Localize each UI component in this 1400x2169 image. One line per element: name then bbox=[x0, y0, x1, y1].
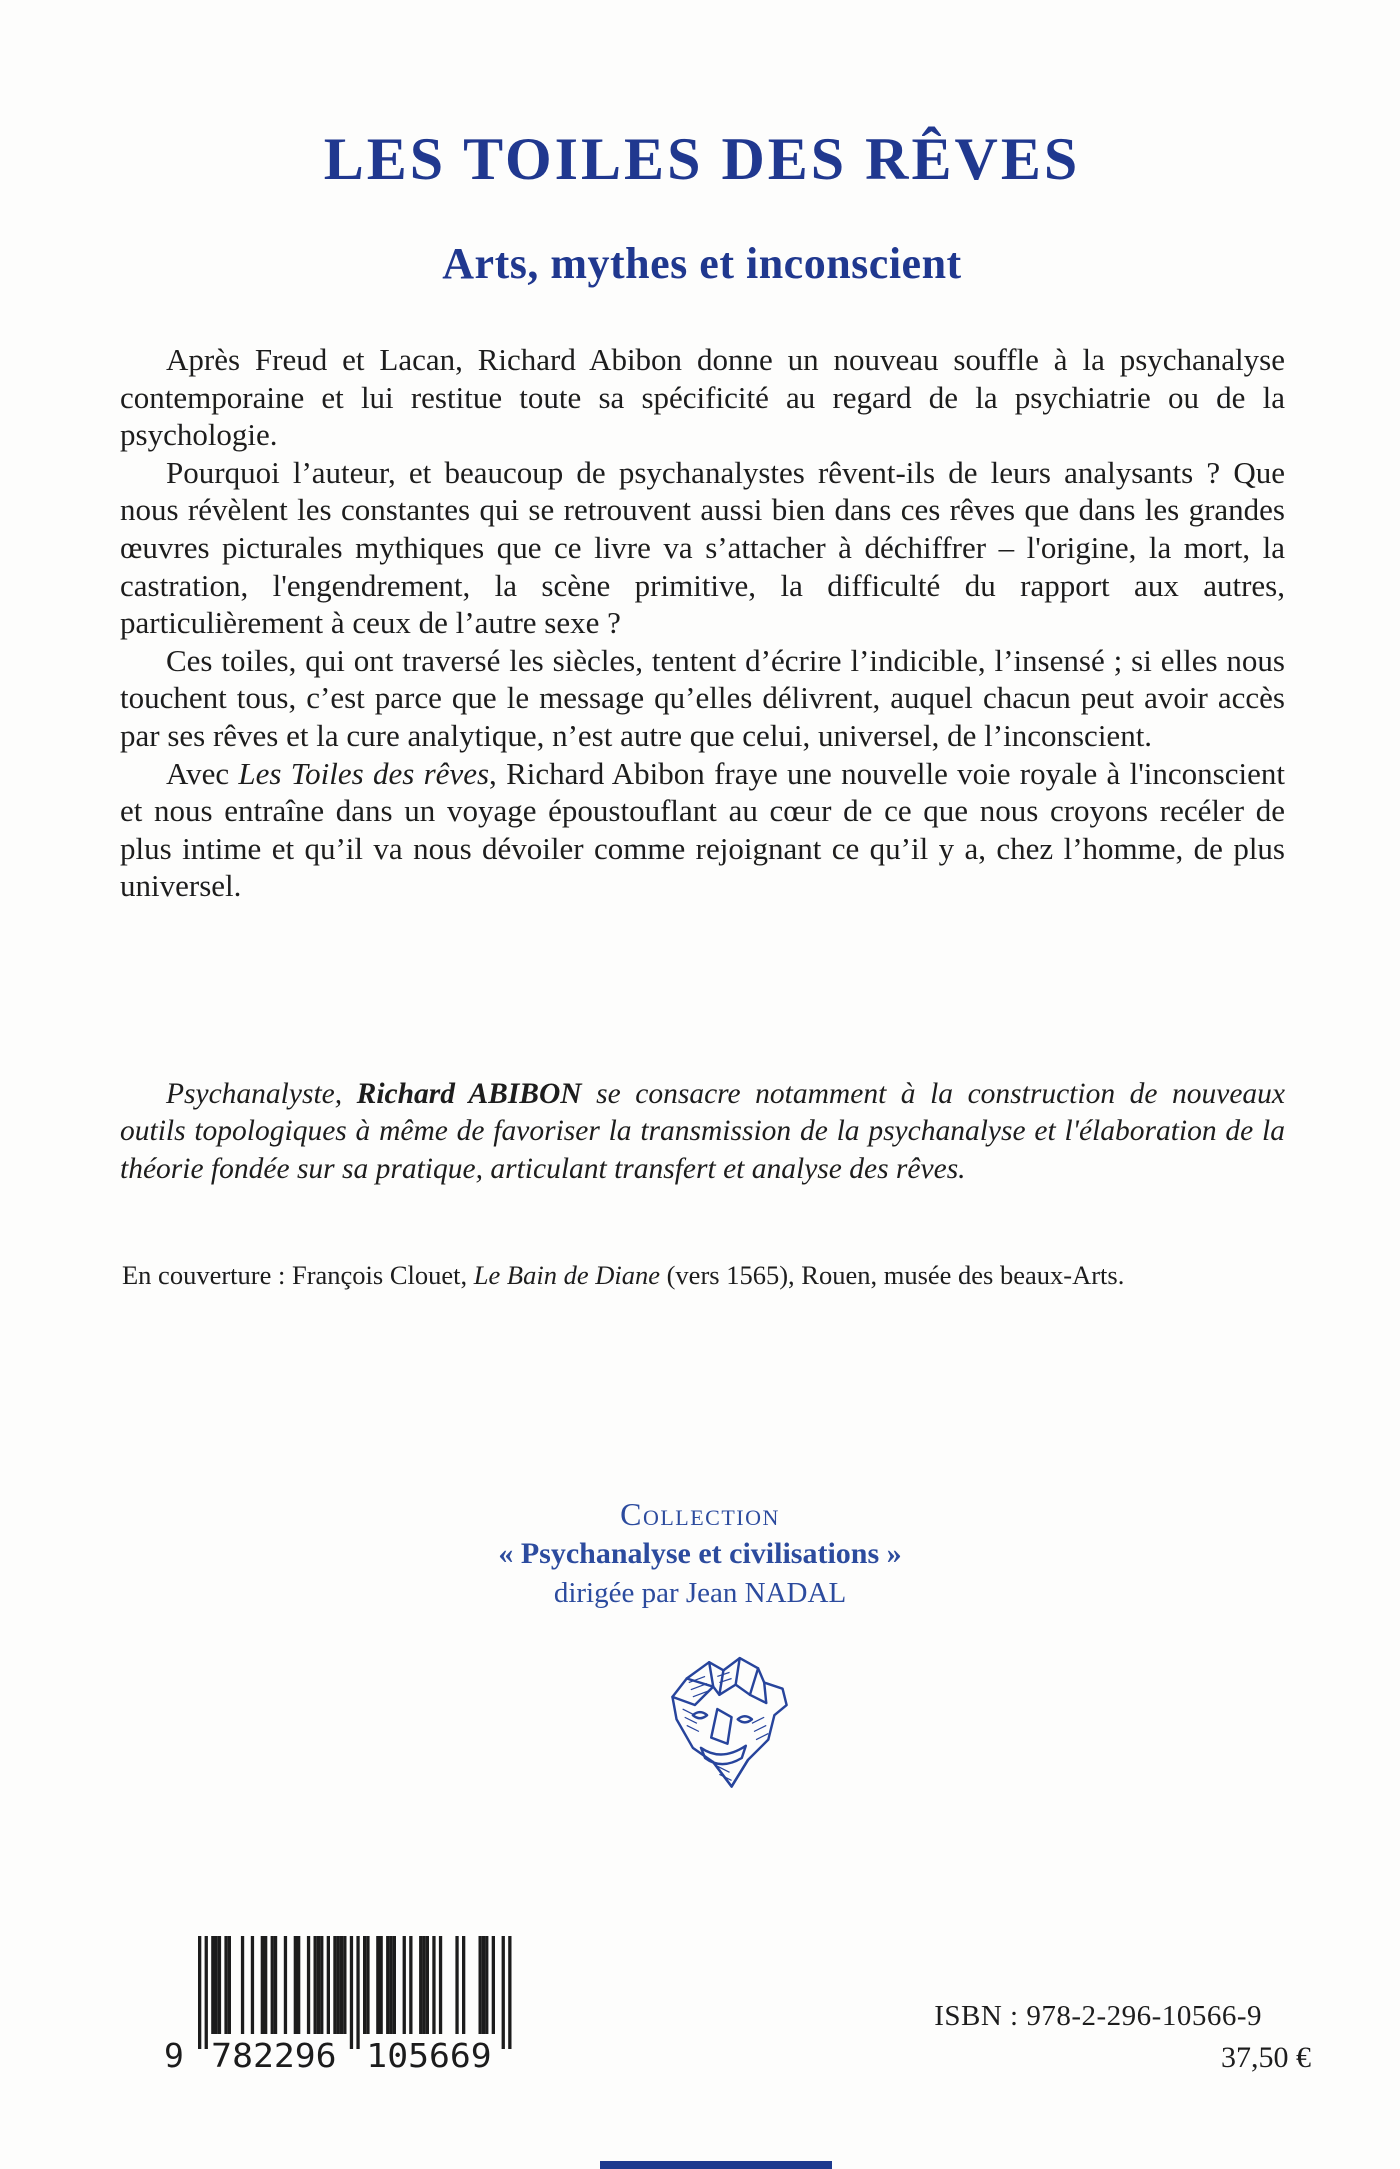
barcode-bar bbox=[337, 1936, 340, 2034]
book-title: LES TOILES DES RÊVES bbox=[323, 126, 1081, 192]
barcode-bar bbox=[340, 1936, 343, 2034]
barcode-bar bbox=[389, 1936, 392, 2034]
price-text: 37,50 € bbox=[1221, 2041, 1311, 2074]
barcode-bar bbox=[363, 1936, 366, 2034]
barcode-bar bbox=[376, 1936, 379, 2034]
barcode-bar bbox=[422, 1936, 425, 2034]
text-segment: En couverture : François Clouet, bbox=[122, 1260, 474, 1290]
isbn-text: ISBN : 978-2-296-10566-9 bbox=[934, 2000, 1262, 2032]
barcode-digits-left: 782296 bbox=[211, 2036, 337, 2075]
collection-name: « Psychanalyse et civilisations » bbox=[498, 1537, 902, 1570]
barcode-bar bbox=[343, 1936, 346, 2034]
barcode-bar bbox=[508, 1936, 511, 2049]
barcode-bar bbox=[205, 1936, 208, 2049]
barcode-digits-right: 105669 bbox=[366, 2036, 492, 2075]
author-bio bbox=[120, 1076, 1285, 1189]
barcode-bar bbox=[218, 1936, 221, 2034]
barcode-bar bbox=[403, 1936, 406, 2034]
synopsis-paragraph bbox=[120, 642, 1285, 755]
barcode-bar bbox=[215, 1936, 218, 2034]
barcode-bar bbox=[350, 1936, 353, 2049]
synopsis-paragraph bbox=[120, 341, 1285, 454]
barcode-bar bbox=[482, 1936, 485, 2034]
barcode-bar bbox=[224, 1936, 227, 2034]
barcode-bar bbox=[297, 1936, 300, 2034]
text-segment: Pourquoi l’auteur, et beaucoup de psychanalystes rêvent-ils de leurs analysants ? Que nous révèlent les constantes qui se retrouvent aussi bien dans ces rêves que dans les grandes œuvres picturales mythiques que ce livre va s’attacher à déchiffrer – l'origine, la mort, la castration, l'engendrement, la scène primitive, la difficulté du rapport aux autres, particulièrement à ceux de l’autre sexe ? bbox=[120, 454, 1285, 641]
synopsis-paragraph bbox=[120, 755, 1285, 905]
barcode bbox=[150, 1936, 530, 2076]
text-segment: Avec bbox=[166, 755, 239, 791]
synopsis-paragraph bbox=[120, 454, 1285, 642]
barcode-bar bbox=[409, 1936, 412, 2034]
collection-block bbox=[0, 1494, 1400, 1612]
barcode-bar bbox=[393, 1936, 396, 2034]
barcode-bar bbox=[241, 1936, 244, 2034]
barcode-bar bbox=[426, 1936, 429, 2034]
barcode-bar bbox=[251, 1936, 254, 2034]
text-segment: Après Freud et Lacan, Richard Abibon donne un nouveau souffle à la psychanalyse contemporaine et lui restitue toute sa spécificité au regard de la psychiatrie ou de la psychologie. bbox=[120, 342, 1285, 453]
barcode-digit-first: 9 bbox=[164, 2036, 184, 2075]
barcode-bar bbox=[366, 1936, 369, 2034]
barcode-bar bbox=[333, 1936, 336, 2034]
barcode-bar bbox=[479, 1936, 482, 2034]
text-segment: Psychanalyste, bbox=[166, 1077, 357, 1110]
text-segment: , Richard Abibon fraye une nouvelle voie royale à l'inconscient et nous entraîne dans un voyage époustouflant au cœur de ce que nous croyons recéler de plus intime et qu’il va nous dévoiler comme rejoignant ce qu’il y a, chez l’homme, de plus universel. bbox=[120, 755, 1285, 904]
barcode-bar bbox=[502, 1936, 505, 2049]
book-subtitle: Arts, mythes et inconscient bbox=[442, 239, 962, 288]
barcode-bar bbox=[228, 1936, 231, 2034]
barcode-bar bbox=[380, 1936, 383, 2034]
barcode-bar bbox=[198, 1936, 201, 2049]
barcode-bar bbox=[439, 1936, 442, 2034]
text-segment: Les Toiles des rêves bbox=[238, 755, 490, 791]
barcode-bar bbox=[211, 1936, 214, 2034]
barcode-bar bbox=[485, 1936, 488, 2034]
collection-director: dirigée par Jean NADAL bbox=[553, 1576, 847, 1609]
barcode-bar bbox=[327, 1936, 330, 2034]
cover-credit bbox=[122, 1260, 1302, 1292]
barcode-bar bbox=[307, 1936, 310, 2034]
barcode-bar bbox=[314, 1936, 317, 2034]
barcode-bar bbox=[261, 1936, 264, 2034]
text-segment: Ces toiles, qui ont traversé les siècles, tentent d’écrire l’indicible, l’insensé ; si elles nous touchent tous, c’est parce que le message qu’elles délivrent, auquel chacun peut avoir accès par ses rêves et la cure analytique, n’est autre que celui, universel, de l’inconscient. bbox=[120, 642, 1285, 753]
barcode-bar bbox=[455, 1936, 458, 2034]
barcode-bar bbox=[462, 1936, 465, 2034]
barcode-bar bbox=[317, 1936, 320, 2034]
text-segment: Richard ABIBON bbox=[356, 1077, 582, 1110]
text-segment: (vers 1565), Rouen, musée des beaux-Arts. bbox=[659, 1260, 1125, 1290]
scan-artifact-bar bbox=[600, 2161, 832, 2169]
text-segment: Le Bain de Diane bbox=[473, 1260, 660, 1290]
barcode-bar bbox=[320, 1936, 323, 2034]
barcode-bar bbox=[284, 1936, 287, 2034]
barcode-bar bbox=[432, 1936, 435, 2034]
synopsis bbox=[120, 341, 1285, 905]
barcode-bar bbox=[294, 1936, 297, 2034]
barcode-bar bbox=[356, 1936, 359, 2049]
barcode-bar bbox=[419, 1936, 422, 2034]
collection-label: Collection bbox=[620, 1496, 780, 1532]
barcode-bar bbox=[274, 1936, 277, 2034]
barcode-bar bbox=[386, 1936, 389, 2034]
barcode-bar bbox=[271, 1936, 274, 2034]
text-segment: se consacre notamment à la construction de nouveaux outils topologiques à même de favoriser la transmission de la psychanalyse et l'élaboration de la théorie fondée sur sa pratique, articulant transfert et analyse des rêves. bbox=[120, 1077, 1286, 1185]
barcode-bar bbox=[264, 1936, 267, 2034]
barcode-bar bbox=[492, 1936, 495, 2034]
publisher-logo-icon bbox=[655, 1652, 800, 1810]
